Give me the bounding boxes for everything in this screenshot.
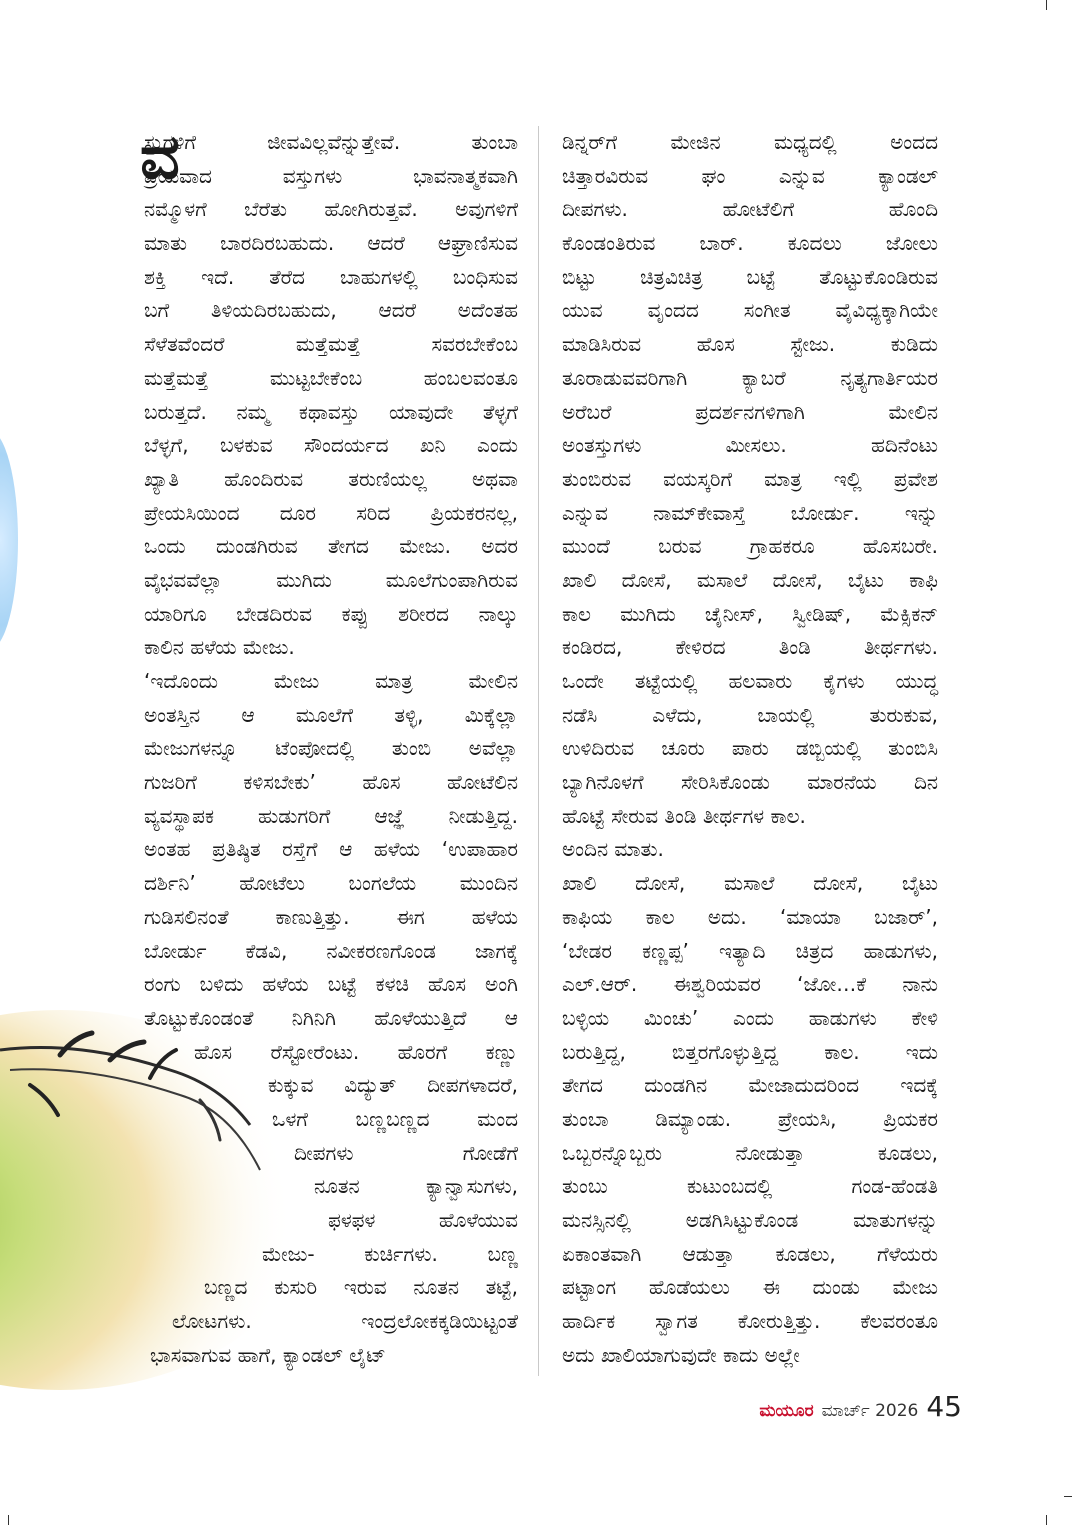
text-line: ಪ್ರಿಯವಾದ ವಸ್ತುಗಳು ಭಾವನಾತ್ಮಕವಾಗಿ	[144, 163, 518, 188]
text-line: ತುಂಬು ಕುಟುಂಬದಲ್ಲಿ ಗಂಡ-ಹೆಂಡತಿ	[562, 1174, 938, 1199]
text-line: ತೂರಾಡುವವರಿಗಾಗಿ ಕ್ಯಾಬರೆ ನೃತ್ಯಗಾರ್ತಿಯರ	[562, 365, 938, 390]
text-line: ಅಂತಹ ಪ್ರತಿಷ್ಠಿತ ರಸ್ತೆಗೆ ಆ ಹಳೆಯ ‘ಉಪಾಹಾರ	[144, 837, 518, 862]
text-line: ಭಾಸವಾಗುವ ಹಾಗೆ, ಕ್ಯಾಂಡಲ್ ಲೈಟ್	[150, 1342, 386, 1367]
text-line: ಉಳಿದಿರುವ ಚೂರು ಪಾರು ಡಬ್ಬಿಯಲ್ಲಿ ತುಂಬಿಸಿ	[562, 736, 938, 761]
text-line: ತುಂಬಿರುವ ವಯಸ್ಕರಿಗೆ ಮಾತ್ರ ಇಲ್ಲಿ ಪ್ರವೇಶ	[562, 466, 938, 491]
text-line: ಮನಸ್ಸಿನಲ್ಲಿ ಅಡಗಿಸಿಟ್ಟುಕೊಂಡ ಮಾತುಗಳನ್ನು	[562, 1208, 938, 1232]
text-line: ಬೆಳ್ಳಗೆ, ಬಳಕುವ ಸೌಂದರ್ಯದ ಖನಿ ಎಂದು	[144, 433, 518, 458]
text-line: ಬರುತ್ತದೆ. ನಮ್ಮ ಕಥಾವಸ್ತು ಯಾವುದೇ ತೆಳ್ಳಗೆ	[144, 399, 518, 424]
text-line: ಗುಜರಿಗೆ ಕಳಿಸಬೇಕು’ ಹೊಸ ಹೋಟೆಲಿನ	[144, 770, 518, 795]
text-line: ಮೇಜು- ಕುರ್ಚಿಗಳು. ಬಣ್ಣ	[262, 1241, 518, 1266]
text-line: ಹೊಟ್ಟೆ ಸೇರುವ ತಿಂಡಿ ತೀರ್ಥಗಳ ಕಾಲ.	[562, 803, 806, 828]
crop-mark-bottom-left	[8, 1515, 9, 1525]
drop-cap: ವ	[140, 120, 180, 193]
text-line: ಎಲ್.ಆರ್. ಈಶ್ವರಿಯವರ ‘ಜೋ…ಕೆ ನಾನು	[562, 972, 938, 997]
text-line: ಅಂತಸ್ತಿನ ಆ ಮೂಲೆಗೆ ತಳ್ಳಿ, ಮಿಕ್ಕೆಲ್ಲಾ	[144, 702, 518, 727]
text-line: ಮೇಜುಗಳನ್ನೂ ಟೆಂಪೋದಲ್ಲಿ ತುಂಬಿ ಅವೆಲ್ಲಾ	[144, 736, 518, 761]
issue-date: ಮಾರ್ಚ್ 2026	[821, 1401, 919, 1421]
text-line: ಪ್ರೇಯಸಿಯಿಂದ ದೂರ ಸರಿದ ಪ್ರಿಯಕರನಲ್ಲ,	[144, 500, 518, 525]
text-line: ಏಕಾಂತವಾಗಿ ಆಡುತ್ತಾ ಕೂಡಲು, ಗೆಳೆಯರು	[562, 1241, 938, 1266]
text-line: ಫಳಫಳ ಹೊಳೆಯುವ	[328, 1208, 518, 1232]
text-line: ಶಕ್ತಿ ಇದೆ. ತೆರೆದ ಬಾಹುಗಳಲ್ಲಿ ಬಂಧಿಸುವ	[144, 264, 518, 289]
text-line: ಅಂದಿನ ಮಾತು.	[562, 837, 664, 862]
text-line: ವೈಭವವೆಲ್ಲಾ ಮುಗಿದು ಮೂಲೆಗುಂಪಾಗಿರುವ	[144, 567, 518, 592]
text-line: ಬಣ್ಣದ ಕುಸುರಿ ಇರುವ ನೂತನ ತಟ್ಟೆ,	[204, 1275, 518, 1300]
text-line: ನೂತನ ಕ್ಯಾನ್ವಾಸುಗಳು,	[314, 1174, 518, 1199]
text-line: ಚಿತ್ತಾರವಿರುವ ಘಂ ಎನ್ನುವ ಕ್ಯಾಂಡಲ್	[562, 163, 938, 188]
text-line: ತುಂಬಾ ಡಿಮ್ಯಾಂಡು. ಪ್ರೇಯಸಿ, ಪ್ರಿಯಕರ	[562, 1106, 938, 1131]
text-line: ದರ್ಶಿನಿ’ ಹೋಟೆಲು ಬಂಗಲೆಯ ಮುಂದಿನ	[144, 871, 518, 896]
text-line: ತೇಗದ ದುಂಡಗಿನ ಮೇಜಾದುದರಿಂದ ಇದಕ್ಕೆ	[562, 1073, 938, 1098]
text-line: ಖ್ಯಾತಿ ಹೊಂದಿರುವ ತರುಣಿಯಲ್ಲ ಅಥವಾ	[144, 466, 518, 491]
text-line: ಮುಂದೆ ಬರುವ ಗ್ರಾಹಕರೂ ಹೊಸಬರೇ.	[562, 534, 938, 559]
crop-mark-top	[1046, 0, 1047, 10]
text-line: ಸ್ತುಗಳಿಗೆ ಜೀವವಿಲ್ಲವೆನ್ನುತ್ತೇವೆ. ತುಂಬಾ	[144, 130, 518, 154]
text-line: ಅಂತಸ್ತುಗಳು ಮೀಸಲು. ಹದಿನೆಂಟು	[562, 433, 938, 458]
text-line: ಒಬ್ಬರನ್ನೊಬ್ಬರು ನೋಡುತ್ತಾ ಕೂಡಲು,	[562, 1140, 938, 1165]
text-line: ‘ಬೇಡರ ಕಣ್ಣಪ್ಪ’ ಇತ್ಯಾದಿ ಚಿತ್ರದ ಹಾಡುಗಳು,	[562, 938, 938, 963]
text-line: ಒಂದೇ ತಟ್ಟೆಯಲ್ಲಿ ಹಲವಾರು ಕೈಗಳು ಯುದ್ಧ	[562, 669, 938, 693]
column-divider	[538, 126, 539, 1376]
text-line: ಕಂಡಿರದ, ಕೇಳಿರದ ತಿಂಡಿ ತೀರ್ಥಗಳು.	[562, 635, 938, 660]
crop-mark-right	[1064, 1496, 1072, 1497]
text-line: ಅರೆಬರೆ ಪ್ರದರ್ಶನಗಳಿಗಾಗಿ ಮೇಲಿನ	[562, 399, 938, 424]
decorative-blue-shape	[0, 430, 18, 650]
crop-mark-bottom-right	[1046, 1515, 1047, 1525]
text-line: ಮಾತು ಬಾರದಿರಬಹುದು. ಆದರೆ ಆಘ್ರಾಣಿಸುವ	[144, 231, 518, 256]
article-column-left	[144, 126, 518, 1372]
text-line: ಒಳಗೆ ಬಣ್ಣಬಣ್ಣದ ಮಂದ	[272, 1106, 518, 1131]
text-line: ಖಾಲಿ ದೋಸೆ, ಮಸಾಲೆ ದೋಸೆ, ಬೈಟು ಕಾಫಿ	[562, 567, 938, 592]
text-line: ಯುವ ವೃಂದದ ಸಂಗೀತ ವೈವಿಧ್ಯಕ್ಕಾಗಿಯೇ	[562, 298, 938, 323]
text-line: ಹೊಸ ರೆಸ್ಟೋರೆಂಟು. ಹೊರಗೆ ಕಣ್ಣು	[194, 1039, 518, 1064]
text-line: ದೀಪಗಳು ಗೋಡೆಗೆ	[294, 1140, 518, 1165]
text-line: ಮತ್ತೆಮತ್ತೆ ಮುಟ್ಟಬೇಕೆಂಬ ಹಂಬಲವಂತೂ	[144, 365, 518, 390]
text-line: ರಂಗು ಬಳಿದು ಹಳೆಯ ಬಟ್ಟೆ ಕಳಚಿ ಹೊಸ ಅಂಗಿ	[144, 972, 518, 997]
text-line: ಮಾಡಿಸಿರುವ ಹೊಸ ಸ್ಟೇಜು. ಕುಡಿದು	[562, 332, 938, 357]
text-line: ಕೊಂಡಂತಿರುವ ಬಾರ್. ಕೂದಲು ಜೋಲು	[562, 231, 938, 256]
text-line: ತೊಟ್ಟುಕೊಂಡಂತೆ ನಿಗಿನಿಗಿ ಹೊಳೆಯುತ್ತಿದೆ ಆ	[144, 1005, 518, 1030]
text-line: ಸೆಳೆತವೆಂದರೆ ಮತ್ತೆಮತ್ತೆ ಸವರಬೇಕೆಂಬ	[144, 332, 518, 357]
text-line: ಕಾಫಿಯ ಕಾಲ ಅದು. ‘ಮಾಯಾ ಬಜಾರ್’,	[562, 904, 938, 929]
article-column-right	[562, 126, 938, 1372]
text-line: ನಡೆಸಿ ಎಳೆದು, ಬಾಯಲ್ಲಿ ತುರುಕುವ,	[562, 702, 938, 727]
page-number: 45	[926, 1390, 962, 1423]
text-line: ಹಾರ್ದಿಕ ಸ್ವಾಗತ ಕೋರುತ್ತಿತ್ತು. ಕೆಲವರಂತೂ	[562, 1309, 938, 1334]
page-footer	[759, 1390, 962, 1423]
magazine-logo: ಮಯೂರ	[759, 1401, 814, 1421]
text-line: ಯಾರಿಗೂ ಬೇಡದಿರುವ ಕಪ್ಪು ಶರೀರದ ನಾಲ್ಕು	[144, 601, 518, 626]
text-line: ಕಾಲಿನ ಹಳೆಯ ಮೇಜು.	[144, 635, 295, 660]
text-line: ಪಟ್ಟಾಂಗ ಹೊಡೆಯಲು ಈ ದುಂಡು ಮೇಜು	[562, 1275, 938, 1300]
text-line: ಖಾಲಿ ದೋಸೆ, ಮಸಾಲೆ ದೋಸೆ, ಬೈಟು	[562, 871, 938, 896]
text-line: ವ್ಯವಸ್ಥಾಪಕ ಹುಡುಗರಿಗೆ ಆಜ್ಞೆ ನೀಡುತ್ತಿದ್ದ.	[144, 803, 518, 828]
text-line: ಬಿಟ್ಟು ಚಿತ್ರವಿಚಿತ್ರ ಬಟ್ಟೆ ತೊಟ್ಟುಕೊಂಡಿರುವ	[562, 264, 938, 289]
text-line: ಅದು ಖಾಲಿಯಾಗುವುದೇ ಕಾದು ಅಲ್ಲೇ	[562, 1342, 800, 1367]
text-line: ಬೋರ್ಡು ಕೆಡವಿ, ನವೀಕರಣಗೊಂಡ ಜಾಗಕ್ಕೆ	[144, 938, 518, 963]
text-line: ಗುಡಿಸಲಿನಂತೆ ಕಾಣುತ್ತಿತ್ತು. ಈಗ ಹಳೆಯ	[144, 904, 518, 929]
text-line: ಬಗೆ ತಿಳಿಯದಿರಬಹುದು, ಆದರೆ ಅದೆಂತಹ	[144, 298, 518, 323]
text-line: ಒಂದು ದುಂಡಗಿರುವ ತೇಗದ ಮೇಜು. ಅದರ	[144, 534, 518, 559]
text-line: ನಮ್ಮೊಳಗೆ ಬೆರೆತು ಹೋಗಿರುತ್ತವೆ. ಅವುಗಳಿಗೆ	[144, 197, 518, 222]
text-line: ಡಿನ್ನರ್‌ಗೆ ಮೇಜಿನ ಮಧ್ಯದಲ್ಲಿ ಅಂದದ	[562, 130, 938, 154]
text-line: ಕುಕ್ಕುವ ವಿದ್ಯುತ್ ದೀಪಗಳಾದರೆ,	[268, 1073, 518, 1098]
text-line: ಎನ್ನುವ ನಾಮ್‌ಕೇವಾಸ್ತೆ ಬೋರ್ಡು. ಇನ್ನು	[562, 500, 938, 525]
text-line: ಕಾಲ ಮುಗಿದು ಚೈನೀಸ್, ಸ್ವೀಡಿಷ್, ಮೆಕ್ಸಿಕನ್	[562, 601, 938, 626]
text-line: ಬರುತ್ತಿದ್ದ, ಬಿತ್ತರಗೊಳ್ಳುತ್ತಿದ್ದ ಕಾಲ. ಇದು	[562, 1039, 938, 1064]
text-line: ಬಳ್ಳಿಯ ಮಿಂಚು’ ಎಂದು ಹಾಡುಗಳು ಕೇಳಿ	[562, 1005, 938, 1030]
text-line: ಬ್ಯಾಗಿನೊಳಗೆ ಸೇರಿಸಿಕೊಂಡು ಮಾರನೆಯ ದಿನ	[562, 770, 938, 795]
text-line: ದೀಪಗಳು. ಹೋಟೆಲಿಗೆ ಹೊಂದಿ	[562, 197, 938, 222]
text-line: ‘ಇದೊಂದು ಮೇಜು ಮಾತ್ರ ಮೇಲಿನ	[144, 669, 518, 693]
text-line: ಲೋಟಗಳು. ಇಂದ್ರಲೋಕಕ್ಕಡಿಯಿಟ್ಟಂತೆ	[172, 1309, 518, 1334]
